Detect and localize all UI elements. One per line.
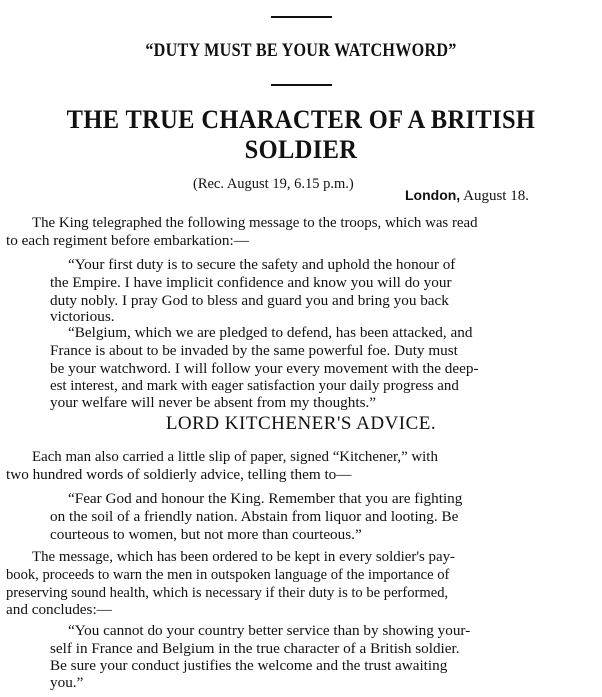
line-text: be your watchword. I will follow your every movement with the deep- [50, 360, 479, 377]
main-title: THE TRUE CHARACTER OF A BRITISH SOLDIER [66, 105, 536, 164]
line-text: book, proceeds to warn the men in outspoken language of the importance of [6, 566, 450, 583]
article-line [6, 601, 112, 618]
article-line [6, 466, 351, 483]
line-text: Each man also carried a little slip of paper, signed “Kitchener,” with [32, 448, 438, 465]
place-date [405, 187, 529, 205]
dateline: (Rec. August 19, 6.15 p.m.) [193, 176, 354, 192]
article-line [68, 324, 472, 341]
line-text: courteous to women, but not more than courteous.” [50, 526, 362, 543]
line-text: “Fear God and honour the King. Remember that you are fighting [68, 490, 463, 507]
line-text: your welfare will never be absent from my thoughts.” [50, 394, 377, 411]
article-line [32, 448, 446, 465]
article-line [50, 394, 376, 411]
article-line [6, 584, 467, 601]
line-text: preserving sound health, which is necessary if their duty is to be performed, [6, 584, 449, 601]
line-text: France is about to be invaded by the same powerful foe. Duty must [50, 342, 458, 359]
line-text: to each regiment before embarkation:— [6, 232, 249, 249]
line-text: and concludes:— [6, 601, 112, 618]
line-text: “Belgium, which we are pledged to defend, has been attacked, and [68, 324, 473, 341]
article-line [50, 377, 467, 394]
article-line [50, 657, 447, 674]
line-text: self in France and Belgium in the true character of a British soldier. [50, 640, 460, 657]
line-text: The King telegraphed the following message to the troops, which was read [32, 214, 478, 231]
article-line [50, 674, 83, 691]
heading-quote: “DUTY MUST BE YOUR WATCHWORD” [145, 40, 457, 61]
line-text: duty nobly. I pray God to bless and guard you and bring you back [50, 292, 449, 309]
line-text: “Your first duty is to secure the safety and uphold the honour of [68, 256, 456, 273]
line-text: “You cannot do your country better service than by showing your- [68, 622, 471, 639]
place-date-text: August 18. [460, 188, 529, 204]
line-text: on the soil of a friendly nation. Abstain from liquor and looting. Be [50, 508, 459, 525]
article-line [50, 342, 458, 359]
article-line [68, 256, 455, 273]
article-line [68, 622, 470, 639]
article-line [32, 548, 464, 565]
subheading: LORD KITCHENER'S ADVICE. [165, 413, 437, 434]
line-text: Be sure your conduct justifies the welcome and the trust awaiting [50, 657, 448, 674]
place-name: London, [405, 187, 461, 203]
line-text: the Empire. I have implicit confidence and know you will do your [50, 274, 452, 291]
article-line [50, 360, 479, 377]
short-rule [271, 84, 332, 86]
line-text: est interest, and mark with eager satisfaction your daily progress and [50, 377, 459, 394]
line-text: you.” [50, 674, 84, 691]
article-line [68, 490, 462, 507]
article-line [50, 308, 115, 325]
article-line [6, 232, 249, 249]
article-line [6, 566, 468, 583]
article-line [50, 274, 452, 291]
article-line [50, 526, 362, 543]
line-text: two hundred words of soldierly advice, telling them to— [6, 466, 352, 483]
article-line [50, 508, 458, 525]
top-rule [271, 16, 332, 18]
article-line [32, 214, 487, 231]
article-line [50, 292, 449, 309]
article-line [50, 640, 460, 657]
line-text: The message, which has been ordered to be kept in every soldier's pay- [32, 548, 456, 565]
line-text: victorious. [50, 308, 115, 325]
